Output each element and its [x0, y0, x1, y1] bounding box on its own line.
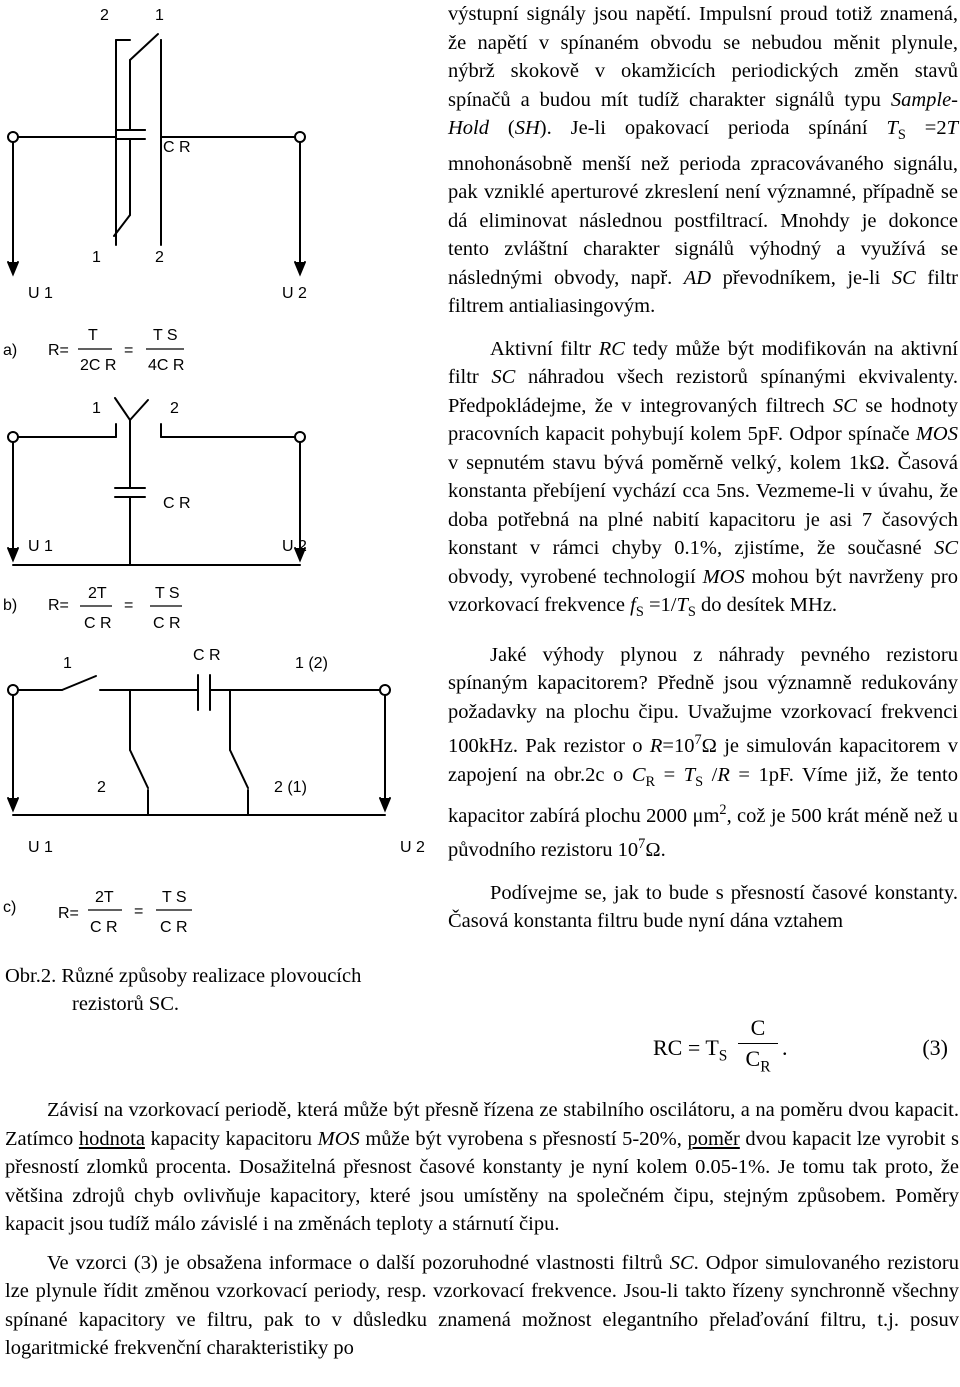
label-c-u1: U 1 — [28, 839, 53, 856]
paragraph-4: Podívejme se, jak to bude s přesností časové konstanty. Časová konstanta filtru bude nyní dána vztahem — [448, 881, 958, 933]
terminal-c-out — [380, 685, 390, 695]
label-b-tag: b) — [3, 597, 18, 614]
label-a-tag: a) — [3, 342, 18, 359]
switch-c-series-left — [62, 676, 96, 690]
labels-b — [3, 400, 307, 632]
label-c-equals: = — [134, 903, 144, 920]
label-a-u2: U 2 — [282, 285, 307, 302]
label-a-frac1-num: T — [88, 327, 98, 344]
label-a-sw-bot-left: 1 — [92, 249, 101, 266]
label-b-req: R= — [48, 597, 69, 614]
switch-c-shunt-left — [130, 750, 148, 788]
label-b-frac2-den: C R — [153, 615, 181, 632]
paragraph-1: výstupní signály jsou napětí. Impulsní proud totiž znamená, že napětí v spínaném obvodu se nebudou měnit plynule, nýbrž skokově v okamžicích periodických změn stavů spínačů a budou mít tudíž charakter signálů typu Sample-Hold (SH). Je-li opakovací perioda spínání $T_S =2T$ mnohonásobně menší než perioda zpracovávaného signálu, pak vzniklé aperturové zkreslení není významné, případně se dá eliminovat následnou postfiltrací. Mnohdy je dokonce tento zvláštní charakter signálů výhodný a využívá se následnými obvody, např. AD převodníkem, je-li SC filtr filtrem antialiasingovým. — [448, 3, 958, 318]
label-c-tag: c) — [3, 899, 17, 916]
label-b-sw-left: 1 — [92, 400, 101, 417]
labels-a — [3, 7, 307, 374]
caption-line-1: Obr.2. Různé způsoby realizace plovoucích — [5, 965, 362, 987]
equation-denominator: $C_R$ — [745, 1046, 771, 1076]
label-c-sw1: 1 — [63, 655, 72, 672]
paragraph-6: Ve vzorci (3) je obsažena informace o další pozoruhodné vlastnosti filtrů SC. Odpor simulovaného rezistoru lze plynule řídit změnou vzorkovací periody, resp. vzorkovací frekvence. Jsou-li takto řízeny synchronně všechny spínané kapacitory ve filtru, pak to v důsledku znamená možnost elegantního přelaďování filtru, t.j. posuv logaritmické frekvenční charakteristiky po — [5, 1251, 959, 1359]
label-c-sw-shunt-right: 2 (1) — [274, 779, 307, 796]
equation-lhs: RC = $T_S$ — [653, 1035, 728, 1065]
circuit-c — [8, 675, 390, 815]
caption-line-2: rezistorů SC. — [72, 993, 180, 1015]
label-a-u1: U 1 — [28, 285, 53, 302]
label-c-frac1-num: 2T — [95, 889, 114, 906]
label-b-frac1-num: 2T — [88, 585, 107, 602]
switch-b-right — [130, 400, 148, 420]
label-a-equals: = — [124, 342, 134, 359]
label-a-sw-top-right: 1 — [155, 7, 164, 24]
label-c-frac2-den: C R — [160, 919, 188, 936]
full-width-text — [5, 1096, 959, 1363]
label-a-req: R= — [48, 342, 69, 359]
label-b-equals: = — [124, 597, 134, 614]
label-c-frac2-num: T S — [162, 889, 187, 906]
label-c-req: R= — [58, 905, 79, 922]
label-a-cap: C R — [163, 139, 191, 156]
label-b-frac1-den: C R — [84, 615, 112, 632]
paragraph-2: Aktivní filtr RC tedy může být modifikován na aktivní filtr SC náhradou všech rezistorů spínanými ekvivalenty. Předpokládejme, že v integrovaných filtrech SC se hodnoty pracovních kapacit pohybují kolem 5pF. Odpor spínače MOS v sepnutém stavu bývá poměrně velký, kolem 1kΩ. Časová konstanta přebíjení vychází cca 5ns. Vezmeme-li v úvahu, že doba potřebná na plné nabití kapacitoru je asi 7 časových konstant v rámci chyby 0.1%, zjistíme, že současné SC obvody, vyrobené technologií MOS mohou být navrženy pro vzorkovací frekvence $f_S =1/T_S$ do desítek MHz. — [448, 337, 958, 621]
terminal-a-out-top — [295, 132, 305, 142]
paragraph-3: Jaké výhody plynou z náhrady pevného rezistoru spínaným kapacitorem? Předně jsou významně redukovány požadavky na plochu čipu. Uvažujme vzorkovací frekvenci 100kHz. Pak rezistor o $R=10^7\Omega$ je simulován kapacitorem v zapojení na obr.2c o $C_R = T_S$ /R = 1pF. Víme již, že tento kapacitor zabírá plochu 2000 $\mu m^2$, což je 500 krát méně než u původního rezistoru $10^7\Omega$. — [448, 643, 958, 862]
label-a-sw-top-left: 2 — [100, 7, 109, 24]
figure-caption — [5, 962, 435, 1018]
label-a-sw-bot-right: 2 — [155, 249, 164, 266]
text-column — [448, 0, 958, 936]
label-b-u1: U 1 — [28, 538, 53, 555]
label-c-frac1-den: C R — [90, 919, 118, 936]
label-c-u2: U 2 — [400, 839, 425, 856]
terminal-c-in — [8, 685, 18, 695]
terminal-b-in — [8, 432, 18, 442]
equation-fraction — [738, 1015, 778, 1076]
label-a-frac1-den: 2C R — [80, 357, 117, 374]
label-a-frac2-num: T S — [153, 327, 178, 344]
terminal-b-out — [295, 432, 305, 442]
label-c-sw-shunt-left: 2 — [97, 779, 106, 796]
label-c-cap: C R — [193, 647, 221, 664]
circuit-a — [8, 34, 305, 274]
circuit-figure — [0, 0, 440, 960]
paragraph-5: Závisí na vzorkovací periodě, která může být přesně řízena ze stabilního oscilátoru, a na poměru dvou kapacit. Zatímco hodnota kapacity kapacitoru MOS může být vyrobena s přesností 5-20%, poměr dvou kapacit lze vyrobit s přesností zlomků procenta. Dosažitelná přesnost časové konstanty je nyní kolem 0.05-1%. Je tomu tak proto, že většina zdrojů chyb ovlivňuje kapacitory, které jsou umístěny na společném čipu, stejným způsobem. Poměry kapacit jsou tudíž málo závislé i na změnách teploty a stárnutí čipu. — [5, 1099, 959, 1235]
label-c-sw-series-right: 1 (2) — [295, 655, 328, 672]
label-b-cap: C R — [163, 495, 191, 512]
equation-numerator: C — [750, 1015, 766, 1040]
label-b-sw-right: 2 — [170, 400, 179, 417]
switch-b-left — [115, 398, 130, 420]
terminal-a-in-top — [8, 132, 18, 142]
switch-c-shunt-right — [230, 750, 248, 788]
equation-number: (3) — [922, 1035, 948, 1060]
equation-tail: . — [782, 1035, 788, 1060]
label-b-u2: U 2 — [282, 538, 307, 555]
equation-3 — [650, 1015, 960, 1085]
label-b-frac2-num: T S — [155, 585, 180, 602]
switch-a-top — [130, 34, 158, 60]
label-a-frac2-den: 4C R — [148, 357, 185, 374]
